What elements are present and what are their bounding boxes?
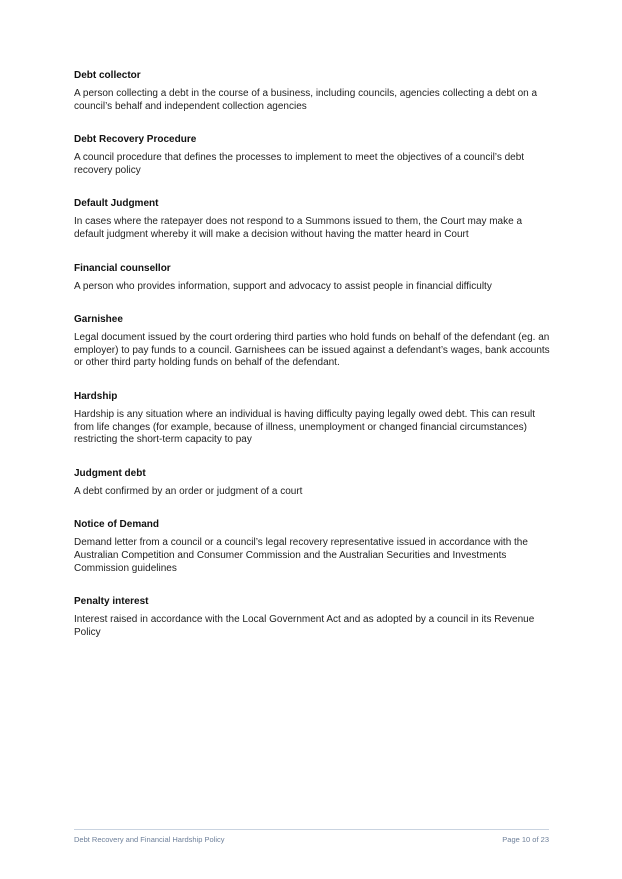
glossary-entry	[74, 69, 552, 113]
glossary-definition: Demand letter from a council or a council’s legal recovery representative issued in accordance with the Australian Competition and Consumer Commission and the Australian Securities and Investments Commission guidelines	[74, 537, 528, 574]
glossary-term: Debt Recovery Procedure	[74, 134, 197, 146]
glossary-entry	[74, 595, 552, 639]
footer-page-number: Page 10 of 23	[502, 835, 549, 844]
footer-document-title: Debt Recovery and Financial Hardship Policy	[74, 835, 225, 844]
glossary-entry	[74, 197, 552, 241]
glossary-definition: Legal document issued by the court ordering third parties who hold funds on behalf of the defendant (eg. an employer) to pay funds to a council. Garnishees can be issued against a defendant’s wages, bank accounts or other third party holding funds on behalf of the defendant.	[74, 332, 550, 369]
glossary-term: Debt collector	[74, 70, 141, 81]
glossary-term: Garnishee	[74, 314, 123, 326]
glossary-entry	[74, 262, 552, 294]
glossary-definition: A council procedure that defines the processes to implement to meet the objectives of a council’s debt recovery policy	[74, 152, 525, 176]
glossary-entry	[74, 467, 552, 499]
glossary-definition: Hardship is any situation where an individual is having difficulty paying legally owed debt. This can result from life changes (for example, because of illness, unemployment or changed financial circumstances) restricting the short-term capacity to pay	[74, 408, 536, 446]
glossary-entry	[74, 313, 552, 370]
glossary-list	[74, 69, 552, 659]
glossary-term: Hardship	[74, 390, 118, 402]
glossary-term: Financial counsellor	[74, 262, 171, 274]
glossary-term: Judgment debt	[74, 467, 146, 479]
glossary-definition: A debt confirmed by an order or judgment of a court	[74, 485, 303, 497]
glossary-term: Default Judgment	[74, 198, 159, 210]
glossary-entry	[74, 133, 552, 177]
glossary-term: Notice of Demand	[74, 519, 160, 531]
glossary-definition: A person who provides information, support and advocacy to assist people in financial difficulty	[74, 280, 492, 292]
glossary-definition: Interest raised in accordance with the Local Government Act and as adopted by a council in its Revenue Policy	[74, 614, 535, 638]
glossary-definition: In cases where the ratepayer does not respond to a Summons issued to them, the Court may make a default judgment whereby it will make a decision without having the matter heard in Court	[74, 216, 523, 240]
page-footer	[74, 829, 549, 844]
glossary-term: Penalty interest	[74, 596, 149, 608]
glossary-entry	[74, 518, 552, 575]
glossary-definition: A person collecting a debt in the course of a business, including councils, agencies collecting a debt on a council’s behalf and independent collection agencies	[74, 88, 538, 112]
glossary-entry	[74, 390, 552, 447]
